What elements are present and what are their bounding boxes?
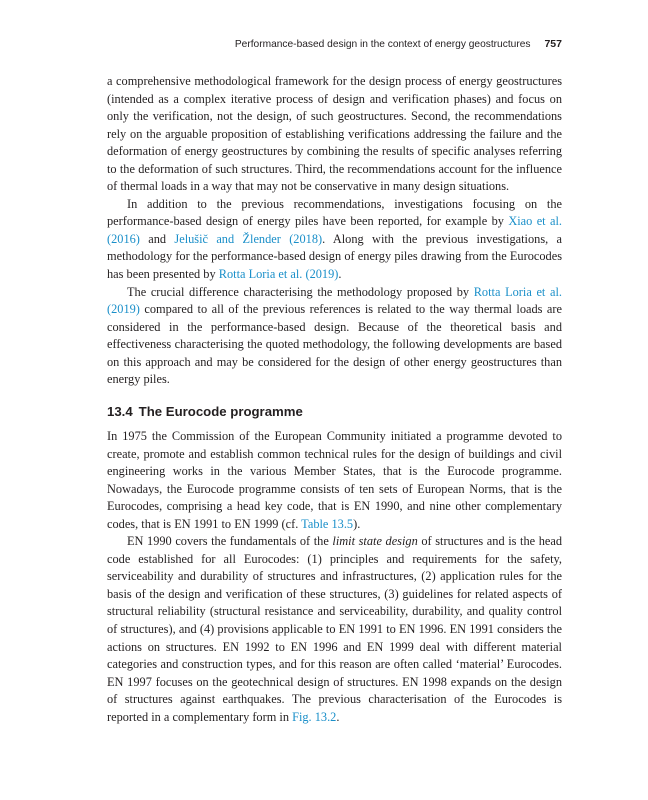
paragraph-text: In 1975 the Commission of the European Community initiated a programme devoted to create, promote and establish common technical rules for the design of buildings and civil engineering works in the various Member States, that is the Eurocode programme. Nowadays, the Eurocode programme consists of ten sets of European Norms, that is the Eurocodes, comprising a head key code, that is EN 1990, and nine other complementary codes, that is EN 1991 to EN 1999 (cf. xyxy=(107,429,562,531)
paragraph-eurocode-history xyxy=(107,428,562,533)
paragraph-text: . xyxy=(336,709,340,724)
page-number: 757 xyxy=(544,38,562,50)
citation-link-xiao-2016[interactable]: Xiao et al. (2016) xyxy=(107,214,562,246)
figure-link-13-2[interactable]: Fig. 13.2 xyxy=(292,709,337,724)
paragraph-text: compared to all of the previous references is related to the way thermal loads are considered in the performance-based design. Because of the theoretical basis and effectiveness characterising the quoted methodology, the following developments are based on this approach and may be considered for the design of other energy geostructures than energy piles. xyxy=(107,302,562,387)
paragraph-text: . Along with the previous investigations, a methodology for the performance-based design of energy piles drawing from the Eurocodes has been presented by xyxy=(107,231,563,282)
paragraph-crucial-difference xyxy=(107,284,562,389)
paragraph-recommendations-critique xyxy=(107,73,562,196)
paragraph-previous-investigations xyxy=(107,196,562,284)
table-link-13-5[interactable]: Table 13.5 xyxy=(301,516,354,531)
section-heading xyxy=(107,404,303,419)
paragraph-text: EN 1990 covers the fundamentals of the xyxy=(127,534,333,549)
paragraph-text: of structures and is the head code established for all Eurocodes: (1) principles and requirements for the safety, serviceability and durability of structures and infrastructures, (2) application rules for the basis of the design and verification of these structures, (3) guidelines for related aspects of structural reliability (structural resistance and serviceability, durability, and quality control of structures), and (4) provisions applicable to EN 1991 to EN 1996. EN 1991 considers the actions on structures. EN 1992 to EN 1996 and EN 1999 deal with different material categories and construction types, and for this reason are often called ‘material’ Eurocodes. EN 1997 focuses on the geotechnical design of structures. EN 1998 expands on the design of structures against earthquakes. The previous characterisation of the Eurocodes is reported in a complementary form in xyxy=(107,534,562,724)
citation-link-rotta-loria-2019[interactable]: Rotta Loria et al. (2019) xyxy=(218,267,339,282)
running-header xyxy=(235,38,562,50)
text-block-top xyxy=(107,73,562,389)
text-block-bottom xyxy=(107,428,562,726)
section-number: 13.4 xyxy=(107,404,133,419)
paragraph-en1990-overview xyxy=(107,533,562,726)
running-title: Performance-based design in the context of energy geostructures xyxy=(234,39,531,50)
paragraph-text: and xyxy=(139,231,175,246)
paragraph-text: In addition to the previous recommendations, investigations focusing on the performance-based design of energy piles have been reported, for example by xyxy=(107,196,562,229)
emphasis-limit-state-design: limit state design xyxy=(332,534,418,549)
citation-link-jelusic-zlender-2018[interactable]: Jelušič and Žlender (2018) xyxy=(174,231,323,246)
paragraph-text: The crucial difference characterising the methodology proposed by xyxy=(127,284,474,299)
paragraph-text: . xyxy=(338,267,342,282)
section-title: The Eurocode programme xyxy=(138,404,303,419)
paragraph-text: a comprehensive methodological framework for the design process of energy geostructures (intended as a complex iterative process of design and verification phases) and focus on only the verification, not the design, of such geostructures. Second, the recommendations rely on the arguable proposition of establishing verifications addressing the failure and the deformation of energy geostructures by combining the results of specific analyses referring to the deformation of such structures. Third, the recommendations account for the influence of thermal loads in a way that may not be conservative in many design situations. xyxy=(107,74,562,194)
citation-link-rotta-loria-2019[interactable]: Rotta Loria et al. (2019) xyxy=(107,284,562,317)
paragraph-text: ). xyxy=(353,516,361,531)
